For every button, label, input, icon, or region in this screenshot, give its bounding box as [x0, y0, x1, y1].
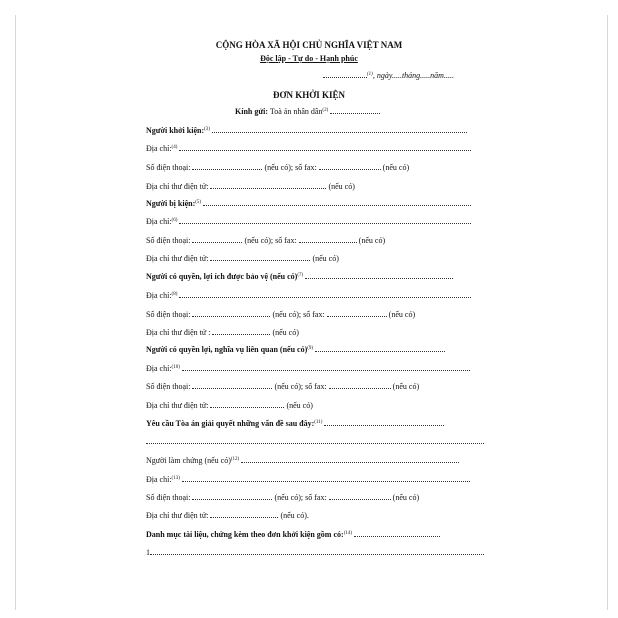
recipient-label: Kính gửi: [235, 107, 269, 116]
interested-blank [305, 271, 453, 279]
defendant-email [146, 253, 339, 264]
motto-text: Độc lập - Tự do - Hạnh phúc [260, 54, 358, 63]
defendant-address [146, 216, 471, 227]
related-addr-note: (10) [171, 365, 180, 370]
related-note: (9) [307, 346, 314, 351]
address-blank [179, 143, 471, 151]
email-blank [210, 400, 284, 408]
recipient-line [235, 106, 380, 117]
recipient-blank [330, 106, 380, 114]
email-label: Địa chỉ thư điện tử: [146, 511, 209, 520]
email-label: Địa chỉ thư điện tử: [146, 254, 209, 263]
address-label: Địa chỉ: [146, 364, 172, 373]
related-title [146, 344, 445, 355]
phone-label: Số điện thoại: [146, 236, 191, 245]
request-note: (11) [314, 420, 323, 425]
plaintiff-title [146, 125, 467, 136]
plaintiff-phone [146, 162, 409, 173]
phone-blank [192, 235, 242, 243]
witness-note: (12) [230, 457, 240, 462]
defendant-phone [146, 235, 385, 246]
address-label: Địa chỉ: [146, 291, 172, 300]
documents-title [146, 529, 440, 540]
witness-title-text: Người làm chứng (nếu có) [146, 456, 231, 465]
fax-label: ; số fax: [298, 310, 325, 319]
plaintiff-addr-note: (4) [171, 145, 178, 150]
email-label: Địa chỉ thư điện tử: [146, 182, 209, 191]
phone-blank [192, 492, 272, 500]
defendant-title-text: Người bị kiện: [146, 199, 196, 208]
related-phone [146, 381, 419, 392]
fax-blank [329, 381, 391, 389]
if-any: (nếu có) [264, 163, 291, 172]
page-edge-right [607, 15, 608, 610]
related-title-text: Người có quyền lợi, nghĩa vụ liên quan (nếu có) [146, 345, 308, 354]
defendant-blank [203, 198, 471, 206]
nation-heading: CỘNG HÒA XÃ HỘI CHỦ NGHĨA VIỆT NAM [215, 40, 403, 50]
plaintiff-note: (3) [204, 127, 210, 132]
date-text: , ngày.....tháng.....năm..... [372, 71, 454, 80]
if-any: (nếu có) [392, 382, 420, 391]
date-note: (1) [367, 72, 373, 77]
witness-email [146, 510, 309, 521]
plaintiff-email [146, 181, 355, 192]
email-blank [210, 253, 310, 261]
if-any: (nếu có) [286, 401, 313, 410]
if-any: (nếu có) [312, 254, 339, 263]
fax-label: ; số fax: [270, 236, 297, 245]
document-title: ĐƠN KHỞI KIỆN [272, 90, 345, 100]
phone-blank [192, 309, 270, 317]
email-label: Địa chỉ thư điện tử : [146, 328, 211, 337]
plaintiff-blank [212, 125, 467, 133]
fax-blank [327, 309, 387, 317]
if-any-end: (nếu có). [280, 511, 309, 520]
fax-blank [299, 235, 357, 243]
address-label: Địa chỉ: [146, 144, 172, 153]
witness-addr-note: (13) [171, 476, 180, 481]
address-label: Địa chỉ: [146, 217, 172, 226]
witness-address [146, 474, 470, 485]
motto [0, 54, 618, 64]
documents-item-1 [146, 547, 484, 558]
witness-phone [146, 492, 419, 503]
if-any: (nếu có) [388, 310, 416, 319]
if-any: (nếu có) [274, 493, 301, 502]
documents-note: (14) [343, 531, 353, 536]
defendant-title [146, 198, 471, 209]
interested-note: (7) [297, 273, 304, 278]
documents-item-number: 1 [146, 548, 150, 557]
address-blank [179, 290, 471, 298]
email-blank [210, 181, 326, 189]
related-email [146, 400, 313, 411]
request-title [146, 418, 444, 429]
recipient-note: (2) [322, 108, 329, 113]
email-label: Địa chỉ thư điện tử: [146, 401, 209, 410]
fax-label: ; số fax: [300, 493, 327, 502]
interested-title [146, 271, 453, 282]
phone-label: Số điện thoại: [146, 163, 191, 172]
place-blank [323, 70, 367, 78]
fax-blank [319, 162, 381, 170]
date-line [323, 70, 454, 81]
phone-blank [192, 162, 262, 170]
email-blank [210, 510, 278, 518]
documents-blank [354, 529, 440, 537]
defendant-note: (5) [195, 200, 202, 205]
phone-label: Số điện thoại: [146, 382, 191, 391]
if-any: (nếu có) [272, 310, 299, 319]
interested-title-text: Người có quyền, lợi ích được bảo vệ (nếu có) [146, 272, 298, 281]
email-blank [212, 327, 270, 335]
if-any: (nếu có) [274, 382, 301, 391]
request-line-2 [146, 436, 484, 447]
documents-item-blank [150, 547, 484, 555]
witness-title [146, 455, 459, 466]
if-any: (nếu có) [392, 493, 420, 502]
request-blank [324, 418, 444, 426]
fax-label: ; số fax: [300, 382, 327, 391]
address-blank [182, 363, 470, 371]
if-any: (nếu có) [358, 236, 386, 245]
address-blank [182, 474, 470, 482]
address-label: Địa chỉ: [146, 475, 172, 484]
phone-label: Số điện thoại: [146, 493, 191, 502]
interested-addr-note: (8) [171, 292, 178, 297]
related-address [146, 363, 470, 374]
page-edge-left [15, 15, 16, 610]
if-any: (nếu có) [244, 236, 271, 245]
plaintiff-title-text: Người khởi kiện: [146, 126, 205, 135]
if-any: (nếu có) [382, 163, 410, 172]
request-blank [146, 436, 484, 444]
if-any: (nếu có) [272, 328, 299, 337]
interested-email [146, 327, 299, 338]
phone-label: Số điện thoại: [146, 310, 191, 319]
documents-title-text: Danh mục tài liệu, chứng kèm theo đơn khởi kiện gồm có: [146, 530, 344, 539]
witness-blank [241, 455, 459, 463]
interested-phone [146, 309, 415, 320]
related-blank [315, 344, 445, 352]
plaintiff-address [146, 143, 471, 154]
request-title-text: Yêu cầu Tòa án giải quyết những vấn đề sau đây: [146, 419, 315, 428]
address-blank [179, 216, 471, 224]
fax-blank [329, 492, 391, 500]
defendant-addr-note: (6) [171, 218, 178, 223]
fax-label: ; số fax: [290, 163, 317, 172]
recipient-value: Toà án nhân dân [269, 107, 323, 116]
interested-address [146, 290, 471, 301]
if-any: (nếu có) [328, 182, 355, 191]
phone-blank [192, 381, 272, 389]
